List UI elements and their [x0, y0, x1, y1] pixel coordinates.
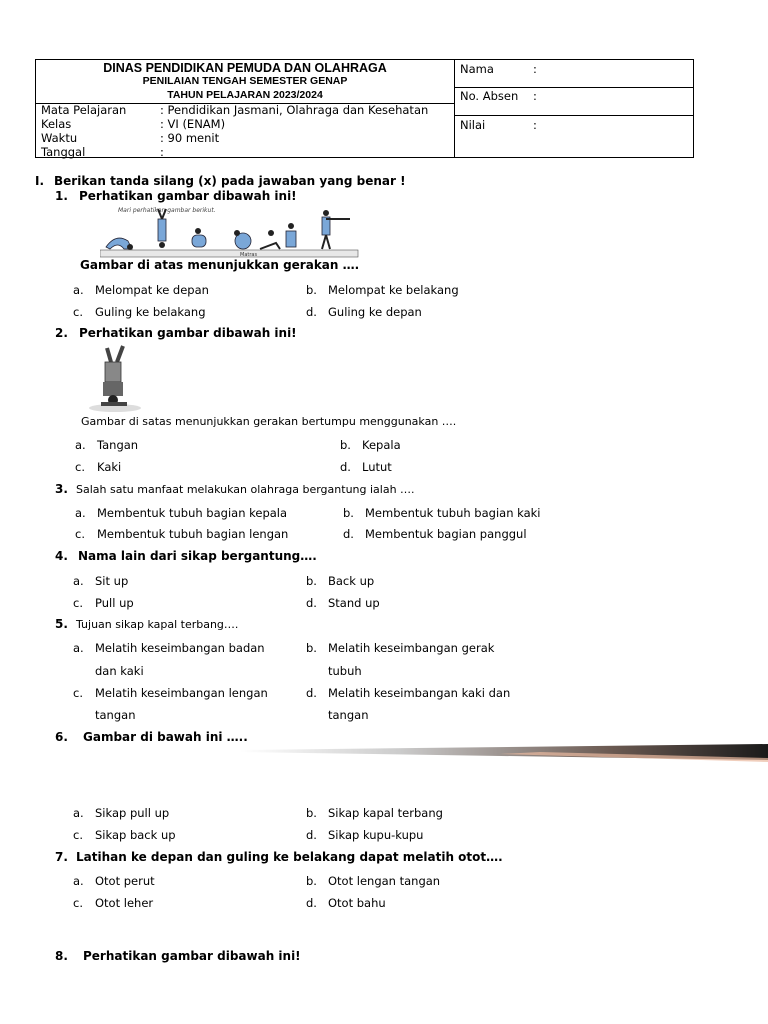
header-rule	[454, 87, 694, 88]
score-value: :	[533, 118, 537, 132]
mat-label: Matras	[240, 252, 258, 258]
option-c[interactable]: c. Sikap back up	[73, 828, 176, 842]
question-text: Latihan ke depan dan guling ke belakang dapat melatih otot….	[76, 850, 503, 864]
absen-value: :	[533, 89, 537, 103]
option-b[interactable]: b. Kepala	[340, 438, 401, 452]
class-value: : VI (ENAM)	[160, 117, 226, 131]
option-a-continued: dan kaki	[95, 664, 144, 678]
name-value: :	[533, 62, 537, 76]
streak-image	[240, 742, 768, 764]
score-label: Nilai	[460, 118, 486, 132]
option-a[interactable]: a. Otot perut	[73, 874, 155, 888]
option-d[interactable]: d. Sikap kupu-kupu	[306, 828, 424, 842]
option-a[interactable]: a. Sikap pull up	[73, 806, 170, 820]
option-a[interactable]: a. Tangan	[75, 438, 139, 452]
figure-caption: Mari perhatikan gambar berikut.	[118, 207, 216, 214]
headstand-figure	[83, 344, 143, 414]
section-instruction: Berikan tanda silang (x) pada jawaban yang benar !	[54, 174, 406, 188]
option-b[interactable]: b. Membentuk tubuh bagian kaki	[343, 506, 541, 520]
subject-label: Mata Pelajaran	[41, 103, 127, 117]
option-b[interactable]: b. Sikap kapal terbang	[306, 806, 443, 820]
section-numeral: I.	[35, 174, 45, 188]
question-number: 5.	[55, 617, 68, 631]
option-a[interactable]: a. Melatih keseimbangan badan	[73, 641, 265, 655]
option-c-continued: tangan	[95, 708, 136, 722]
question-text: Nama lain dari sikap bergantung….	[78, 549, 317, 563]
exam-title: PENILAIAN TENGAH SEMESTER GENAP	[142, 75, 348, 87]
option-d[interactable]: d. Otot bahu	[306, 896, 386, 910]
question-text: Perhatikan gambar dibawah ini!	[83, 949, 301, 963]
header-rule	[454, 115, 694, 116]
question-number: 8.	[55, 949, 68, 963]
subject-value: : Pendidikan Jasmani, Olahraga dan Kesehatan	[160, 103, 429, 117]
agency-title: DINAS PENDIDIKAN PEMUDA DAN OLAHRAGA	[103, 61, 387, 75]
option-b[interactable]: b. Back up	[306, 574, 375, 588]
question-number: 7.	[55, 850, 68, 864]
question-number: 3.	[55, 482, 68, 496]
option-c[interactable]: c. Membentuk tubuh bagian lengan	[75, 527, 289, 541]
question-number: 2.	[55, 326, 68, 340]
option-d[interactable]: d. Guling ke depan	[306, 305, 422, 319]
header-divider	[454, 60, 455, 157]
option-c[interactable]: c. Otot leher	[73, 896, 154, 910]
question-prompt: Gambar di atas menunjukkan gerakan ….	[80, 258, 360, 272]
option-b[interactable]: b. Melompat ke belakang	[306, 283, 459, 297]
name-label: Nama	[460, 62, 494, 76]
option-c[interactable]: c. Pull up	[73, 596, 134, 610]
question-number: 1.	[55, 189, 68, 203]
option-c[interactable]: c. Melatih keseimbangan lengan	[73, 686, 268, 700]
option-a[interactable]: a. Melompat ke depan	[73, 283, 209, 297]
time-value: : 90 menit	[160, 131, 220, 145]
question-text: Perhatikan gambar dibawah ini!	[79, 189, 297, 203]
question-prompt: Gambar di satas menunjukkan gerakan bertumpu menggunakan ….	[81, 415, 457, 428]
option-b[interactable]: b. Otot lengan tangan	[306, 874, 441, 888]
option-c[interactable]: c. Kaki	[75, 460, 122, 474]
class-label: Kelas	[41, 117, 72, 131]
exam-header-table	[35, 59, 694, 158]
question-number: 6.	[55, 730, 68, 744]
option-d[interactable]: d. Lutut	[340, 460, 392, 474]
question-text: Salah satu manfaat melakukan olahraga bergantung ialah ….	[76, 483, 415, 496]
option-d[interactable]: d. Melatih keseimbangan kaki dan	[306, 686, 511, 700]
school-year: TAHUN PELAJARAN 2023/2024	[167, 89, 323, 101]
question-text: Gambar di bawah ini …..	[83, 730, 248, 744]
option-a[interactable]: a. Sit up	[73, 574, 129, 588]
option-a[interactable]: a. Membentuk tubuh bagian kepala	[75, 506, 288, 520]
date-label: Tanggal	[41, 145, 86, 159]
question-number: 4.	[55, 549, 68, 563]
option-c[interactable]: c. Guling ke belakang	[73, 305, 206, 319]
forward-roll-figure	[100, 207, 360, 259]
option-d[interactable]: d. Membentuk bagian panggul	[343, 527, 527, 541]
time-label: Waktu	[41, 131, 78, 145]
option-b-continued: tubuh	[328, 664, 362, 678]
forward-roll-sequence-image	[100, 207, 360, 259]
option-d-continued: tangan	[328, 708, 369, 722]
option-b[interactable]: b. Melatih keseimbangan gerak	[306, 641, 495, 655]
question-text: Tujuan sikap kapal terbang….	[76, 618, 239, 631]
date-value: :	[160, 145, 164, 159]
absen-label: No. Absen	[460, 89, 519, 103]
question-text: Perhatikan gambar dibawah ini!	[79, 326, 297, 340]
option-d[interactable]: d. Stand up	[306, 596, 380, 610]
